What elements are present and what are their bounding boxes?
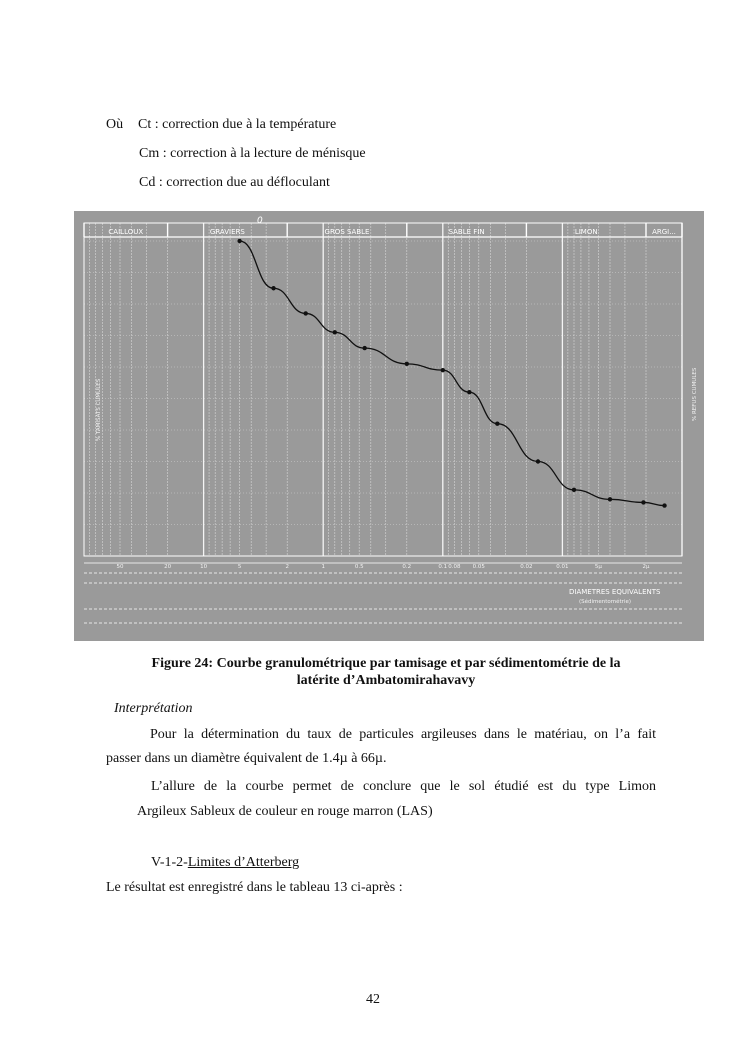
- result-text: Le résultat est enregistré dans le tableau 13 ci-après :: [106, 880, 403, 895]
- curve-line: [240, 241, 665, 506]
- figure-caption-line1: Figure 24: Courbe granulométrique par tamisage et par sédimentométrie de la: [151, 656, 621, 671]
- chart-ylabel-left: % TAMISATS CUMULES: [96, 378, 102, 441]
- data-point: [467, 390, 471, 394]
- x-tick-label: 5: [237, 564, 242, 570]
- interpretation-p2-line1: L’allure de la courbe permet de conclure que le sol étudié est du type Limon: [151, 779, 656, 794]
- section-number: V-1-2-: [151, 855, 188, 870]
- chart-top-marker: 0: [257, 216, 263, 226]
- data-point: [405, 362, 409, 366]
- category-header-label: GRAVIERS: [209, 228, 245, 236]
- interpretation-p2-line2: Argileux Sableux de couleur en rouge marron (LAS): [137, 804, 433, 819]
- category-header-label: ARGI...: [652, 228, 676, 236]
- category-header-label: GROS SABLE: [324, 228, 370, 236]
- x-tick-label: 50: [116, 564, 124, 570]
- chart-xlabel: DIAMETRES EQUIVALENTS: [569, 588, 661, 596]
- x-tick-label: 0.01: [556, 564, 569, 570]
- x-tick-label: 5µ: [594, 564, 602, 570]
- x-tick-label: 0.05: [472, 564, 485, 570]
- data-point: [362, 346, 366, 350]
- chart-ylabel-right: % REFUS CUMULES: [692, 367, 698, 421]
- granulometry-chart: [74, 211, 704, 641]
- correction-text: : correction due à la température: [151, 117, 337, 132]
- data-point: [641, 500, 645, 504]
- category-header-label: CAILLOUX: [108, 228, 144, 236]
- correction-cm: [139, 146, 366, 162]
- data-point: [495, 422, 499, 426]
- interpretation-title: Interprétation: [114, 701, 193, 716]
- correction-symbol: Cm: [139, 146, 160, 161]
- correction-symbol: Cd: [139, 175, 156, 190]
- x-tick-label: 20: [164, 564, 172, 570]
- data-point: [608, 497, 612, 501]
- data-point: [441, 368, 445, 372]
- x-tick-label: 0.2: [402, 564, 412, 570]
- category-header-label: SABLE FIN: [448, 228, 485, 236]
- data-point: [237, 239, 241, 243]
- interpretation-p1-line2: passer dans un diamètre équivalent de 1.4µ à 66µ.: [106, 751, 387, 766]
- data-point: [304, 311, 308, 315]
- x-tick-label: 10: [200, 564, 208, 570]
- correction-text: : correction à la lecture de ménisque: [159, 146, 366, 161]
- chart-series-curve: [237, 239, 666, 508]
- data-point: [536, 459, 540, 463]
- x-tick-label: 1: [321, 564, 325, 570]
- figure-caption: [96, 655, 676, 689]
- figure-caption-line2: latérite d’Ambatomirahavavy: [296, 673, 476, 688]
- chart-xlabel-sub: (Sédimentométrie): [579, 599, 632, 605]
- section-heading: [151, 855, 299, 871]
- correction-text: : correction due au défloculant: [155, 175, 330, 190]
- x-tick-label: 0.02: [520, 564, 533, 570]
- section-title: Limites d’Atterberg: [187, 855, 300, 870]
- correction-ct: [106, 117, 336, 133]
- x-tick-label: 0.1: [438, 564, 448, 570]
- x-tick-label: 2µ: [642, 564, 650, 570]
- x-tick-label: 0.08: [448, 564, 461, 570]
- chart-grid: [84, 223, 682, 623]
- x-tick-label: 0.5: [354, 564, 364, 570]
- chart-category-headers: [84, 223, 682, 237]
- data-point: [333, 330, 337, 334]
- chart-frame: [84, 223, 682, 556]
- data-point: [271, 286, 275, 290]
- correction-cd: [139, 175, 330, 191]
- correction-symbol: Ct: [138, 117, 152, 132]
- page-number: 42: [366, 992, 380, 1007]
- category-header-label: LIMON: [574, 228, 598, 236]
- chart-x-ticks: [117, 564, 650, 570]
- granulometry-figure: [74, 211, 704, 641]
- interpretation-p1-line1: Pour la détermination du taux de particules argileuses dans le matériau, on l’a fait: [150, 727, 656, 742]
- data-point: [662, 503, 666, 507]
- correction-intro: Où: [106, 117, 124, 132]
- x-tick-label: 2: [285, 564, 289, 570]
- data-point: [572, 488, 576, 492]
